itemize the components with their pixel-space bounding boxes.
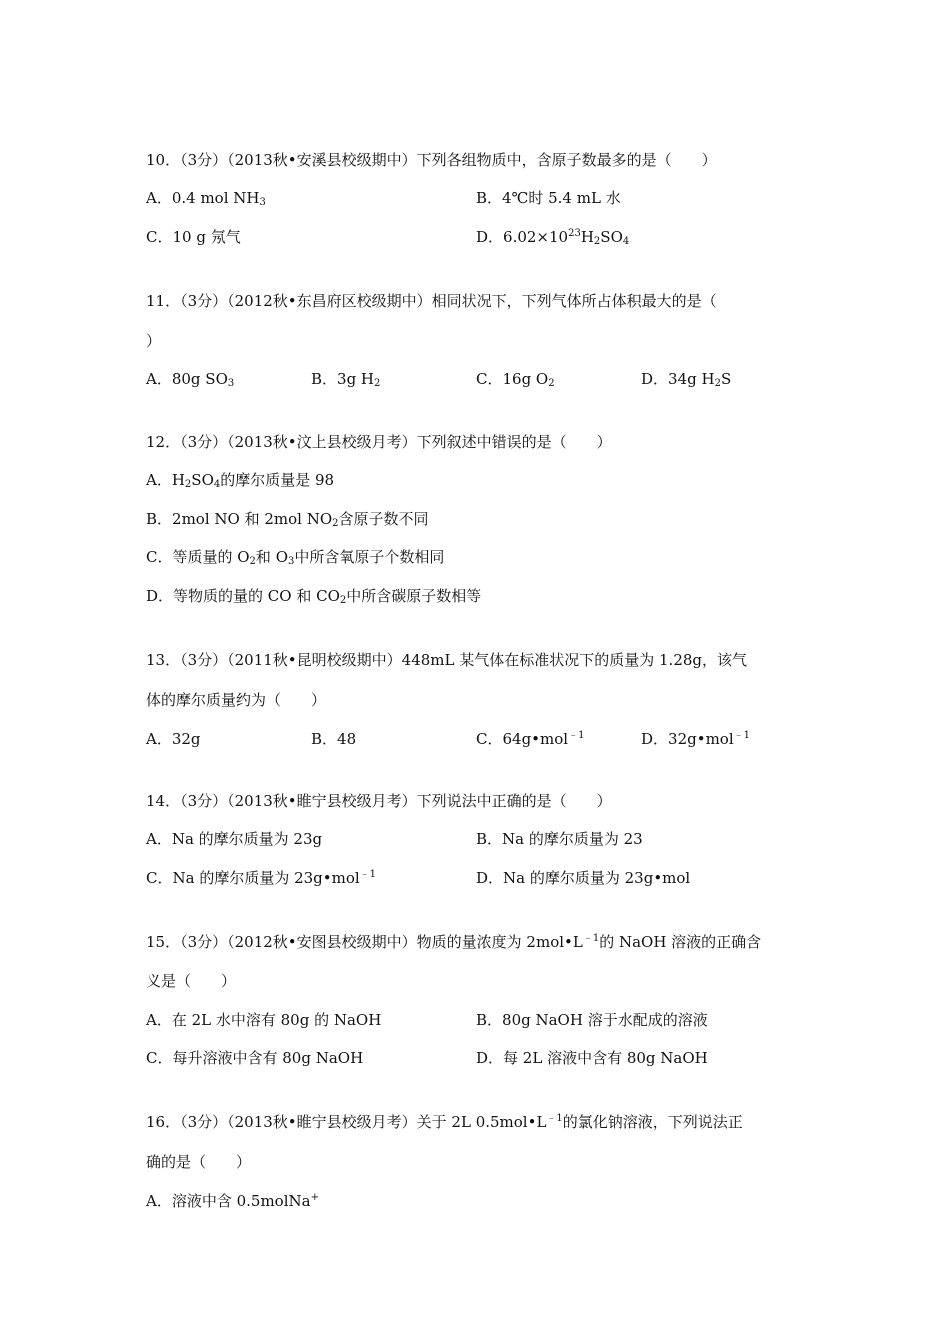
q10-options-row-1: [0, 188, 950, 208]
q13-option-d: D．32g•mol$^{﹣1}$: [641, 730, 750, 748]
q11-option-a: A．80g $SO_3$: [146, 370, 235, 389]
q10-option-c: C．10 g 氖气: [146, 228, 241, 246]
q15-option-b: B．80g NaOH 溶于水配成的溶液: [476, 1011, 708, 1029]
q11-option-b: B．3g $H_2$: [311, 370, 381, 389]
q12-option-d: D．等物质的量的 CO 和 $CO_2$中所含碳原子数相等: [146, 587, 482, 606]
q11-options-row: [0, 369, 950, 389]
q10-option-d: D．$6.02\times 10^{23}H_2SO_4$: [476, 228, 630, 247]
q10-option-a: A．0.4 mol $NH_3$: [146, 189, 266, 208]
q13-option-c: C．64g•mol$^{﹣1}$: [476, 730, 585, 748]
q11-stem: 11．（3分）（2012秋•东昌府区校级期中）相同状况下，下列气体所占体积最大的是（: [146, 292, 717, 310]
q14-option-c: C．Na 的摩尔质量为 23g•mol$^{﹣1}$: [146, 869, 377, 887]
q15-option-d: D．每 2L 溶液中含有 80g NaOH: [476, 1049, 708, 1067]
q12-option-b: B．2mol NO 和 2mol $NO_2$含原子数不同: [146, 510, 429, 529]
q14-option-a: A．Na 的摩尔质量为 23g: [146, 830, 323, 848]
q14-options-row-1: [0, 829, 950, 849]
q16-stem-line-2: 确的是（ ）: [146, 1153, 252, 1171]
q16-stem: 16．（3分）（2013秋•睢宁县校级月考）关于 2L $0.5mol•L^{﹣1}$的氯化钠溶液，下列说法正: [146, 1113, 743, 1131]
q16-option-a: A．溶液中含 0.5molNa+: [146, 1192, 319, 1210]
q15-options-row-2: [0, 1048, 950, 1068]
q12-stem: 12．（3分）（2013秋•汶上县校级月考）下列叙述中错误的是（ ）: [146, 433, 612, 451]
q12-option-a: A．$H_2SO_4$的摩尔质量是 98: [146, 471, 335, 490]
q15-option-c: C．每升溶液中含有 80g NaOH: [146, 1049, 364, 1067]
q12-option-c: C．等质量的 $O_2$和 $O_3$中所含氧原子个数相同: [146, 548, 445, 567]
q13-options-row: [0, 729, 950, 749]
q10-stem: 10．（3分）（2013秋•安溪县校级期中）下列各组物质中，含原子数最多的是（ ）: [146, 151, 717, 169]
q13-stem-line-2: 体的摩尔质量约为（ ）: [146, 691, 327, 709]
q14-options-row-2: [0, 868, 950, 888]
q15-stem: 15．（3分）（2012秋•安图县校级期中）物质的量浓度为 $2mol•L^{﹣1}$的 NaOH 溶液的正确含: [146, 933, 762, 951]
q10-option-b: B．4℃时 5.4 mL 水: [476, 189, 621, 207]
q14-option-b: B．Na 的摩尔质量为 23: [476, 830, 643, 848]
q15-option-a: A．在 2L 水中溶有 80g 的 NaOH: [146, 1011, 382, 1029]
q10-options-row-2: [0, 227, 950, 247]
q13-option-a: A．32g: [146, 730, 201, 748]
q14-option-d: D．Na 的摩尔质量为 23g•mol: [476, 869, 691, 887]
q15-stem-line-2: 义是（ ）: [146, 972, 237, 990]
q11-option-d: D．34g $H_2S$: [641, 370, 732, 389]
q11-stem-line-2: ）: [146, 332, 162, 350]
q14-stem: 14．（3分）（2013秋•睢宁县校级月考）下列说法中正确的是（ ）: [146, 792, 612, 810]
q11-option-c: C．16g $O_2$: [476, 370, 555, 389]
q13-stem: 13．（3分）（2011秋•昆明校级期中）448mL 某气体在标准状况下的质量为 1.28g，该气: [146, 651, 748, 669]
q13-option-b: B．48: [311, 730, 357, 748]
q15-options-row-1: [0, 1010, 950, 1030]
